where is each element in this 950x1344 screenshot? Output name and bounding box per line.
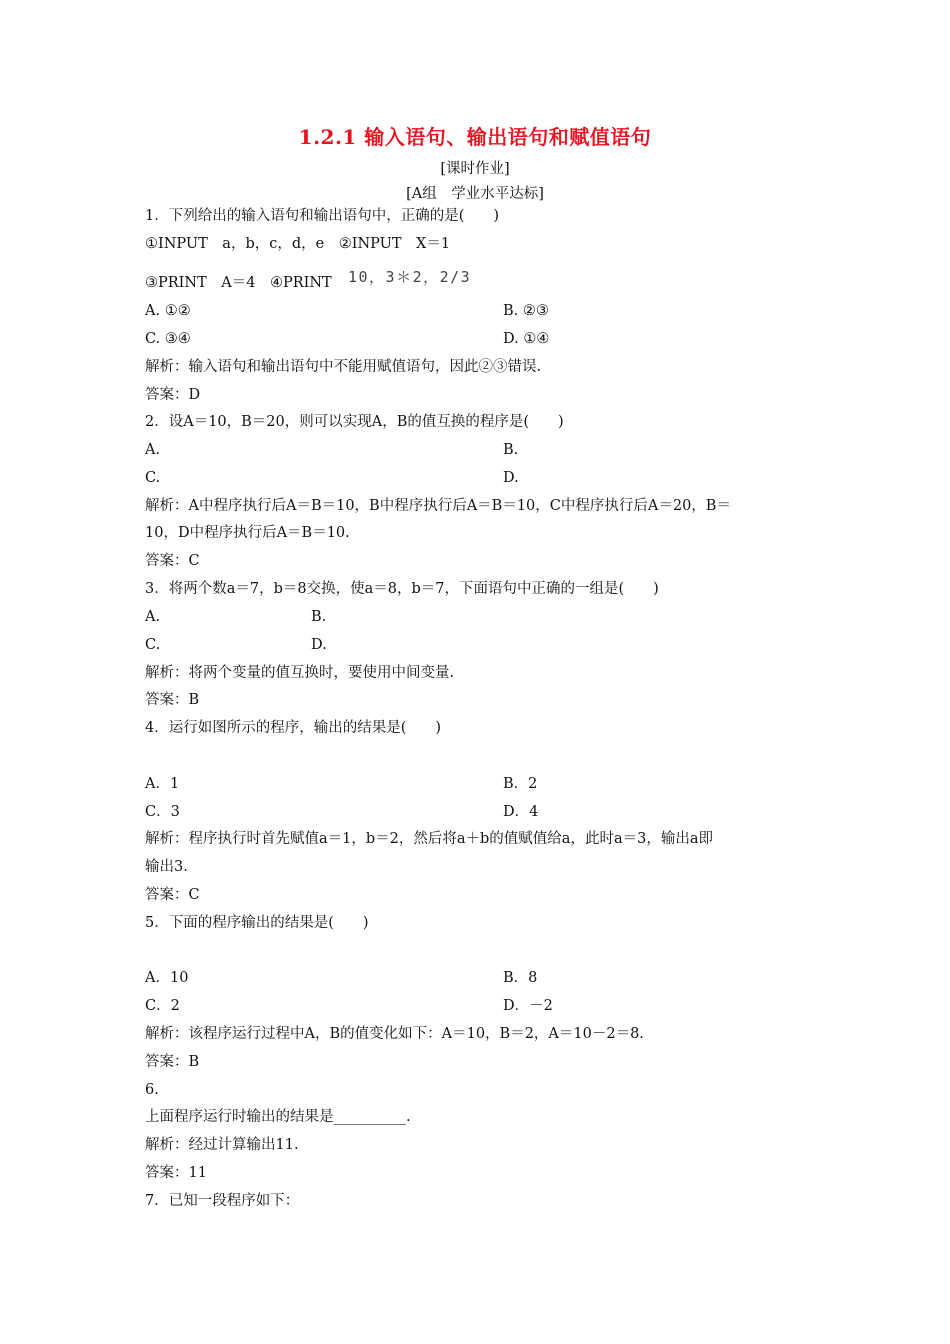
homework-label: [课时作业] (440, 161, 510, 177)
q1-statement-line2: ③PRINT A＝4 ④PRINT (145, 275, 332, 291)
q2-option-d: D. (503, 470, 519, 486)
q1-option-c: C. ③④ (145, 331, 191, 347)
q2-option-a: A. (145, 442, 161, 458)
q1-option-a: A. ①② (145, 303, 191, 319)
q4-option-a: A．1 (145, 776, 180, 792)
q4-option-b: B．2 (503, 776, 538, 792)
q4-answer: 答案：C (145, 887, 200, 903)
q5-answer: 答案：B (145, 1054, 200, 1070)
q1-stem: 1．下列给出的输入语句和输出语句中，正确的是( ) (145, 208, 500, 224)
q5-option-a: A．10 (145, 970, 189, 986)
q3-analysis: 解析：将两个变量的值互换时，要使用中间变量. (145, 665, 455, 681)
q2-stem: 2．设A＝10，B＝20，则可以实现A，B的值互换的程序是( ) (145, 414, 564, 430)
q6-number: 6. (145, 1082, 159, 1098)
q2-option-b: B. (503, 442, 519, 458)
q2-analysis-line1: 解析：A中程序执行后A＝B＝10，B中程序执行后A＝B＝10，C中程序执行后A＝20，B＝ (145, 498, 731, 514)
q5-option-d: D．－2 (503, 998, 553, 1014)
q4-option-d: D．4 (503, 804, 539, 820)
page-title: 1.2.1 输入语句、输出语句和赋值语句 (298, 125, 652, 149)
q1-handwritten-expression: 10，3＊2，2/3 (348, 268, 472, 286)
q1-analysis: 解析：输入语句和输出语句中不能用赋值语句，因此②③错误. (145, 359, 542, 375)
q6-answer: 答案：11 (145, 1165, 207, 1181)
q1-statement-line1: ①INPUT a，b，c，d，e ②INPUT X＝1 (145, 236, 451, 252)
q5-option-c: C．2 (145, 998, 180, 1014)
q4-analysis-line1: 解析：程序执行时首先赋值a＝1，b＝2，然后将a＋b的值赋值给a，此时a＝3，输出a即 (145, 831, 713, 847)
q4-option-c: C．3 (145, 804, 180, 820)
q1-answer: 答案：D (145, 387, 201, 403)
q5-stem: 5．下面的程序输出的结果是( ) (145, 915, 369, 931)
q2-analysis-line2: 10，D中程序执行后A＝B＝10. (145, 525, 350, 541)
q3-option-a: A. (145, 609, 161, 625)
q7-stem: 7．已知一段程序如下： (145, 1193, 300, 1209)
q6-stem: 上面程序运行时输出的结果是__________. (145, 1109, 411, 1125)
q5-analysis: 解析：该程序运行过程中A，B的值变化如下：A＝10，B＝2，A＝10－2＝8. (145, 1026, 644, 1042)
q3-option-c: C. (145, 637, 161, 653)
q1-option-b: B. ②③ (503, 303, 549, 319)
q5-option-b: B．8 (503, 970, 538, 986)
q6-analysis: 解析：经过计算输出11. (145, 1137, 299, 1153)
q3-answer: 答案：B (145, 692, 200, 708)
q3-stem: 3．将两个数a＝7，b＝8交换，使a＝8，b＝7，下面语句中正确的一组是( ) (145, 581, 659, 597)
group-label: [A组 学业水平达标] (406, 186, 544, 202)
q2-option-c: C. (145, 470, 161, 486)
q3-option-d: D. (311, 637, 327, 653)
q4-analysis-line2: 输出3. (145, 859, 188, 875)
q4-stem: 4．运行如图所示的程序，输出的结果是( ) (145, 720, 442, 736)
q1-option-d: D. ①④ (503, 331, 550, 347)
q3-option-b: B. (311, 609, 327, 625)
q2-answer: 答案：C (145, 553, 200, 569)
